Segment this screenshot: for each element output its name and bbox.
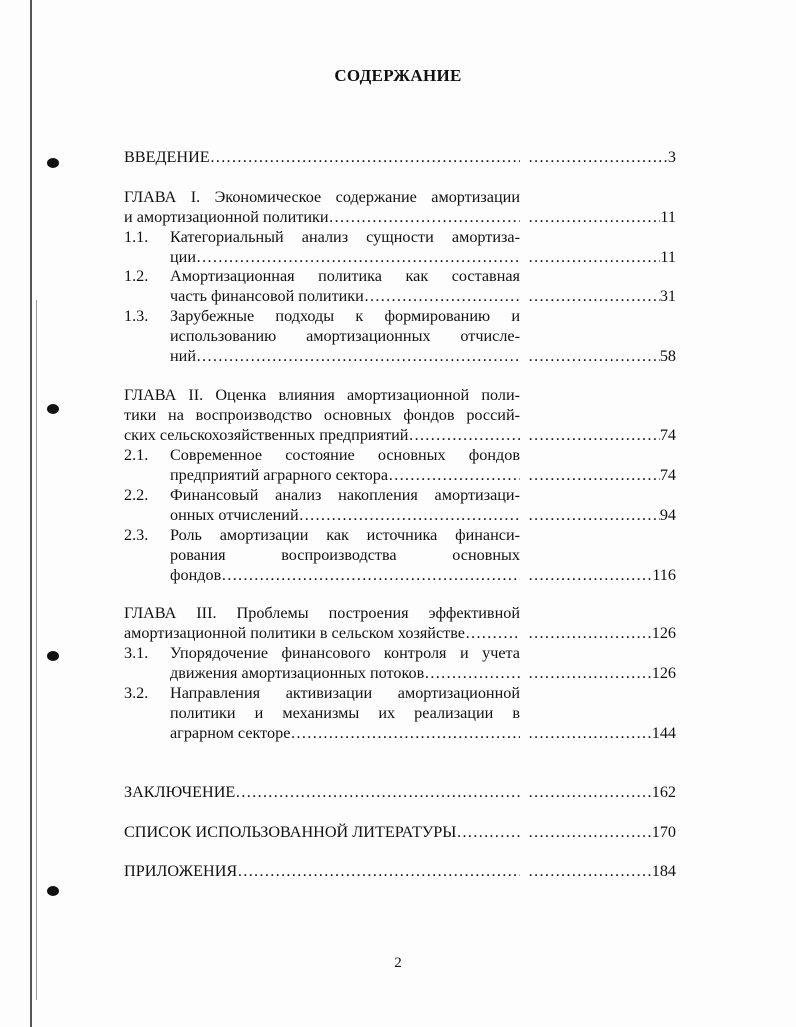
toc-number: 1.3. [124, 307, 149, 325]
toc-number: 2.3. [124, 526, 149, 544]
toc-label: ГЛАВА III. Проблемы построения эффективной [124, 604, 520, 622]
toc-page: 74 [659, 426, 676, 444]
toc-label: Финансовый анализ накопления амортизаци- [170, 486, 520, 504]
toc-number: 2.2. [124, 486, 149, 504]
toc-label: СПИСОК ИСПОЛЬЗОВАННОЙ ЛИТЕРАТУРЫ [124, 823, 457, 841]
toc-label: ний [170, 347, 196, 365]
toc-label: ГЛАВА I. Экономическое содержание амортизации [124, 188, 520, 206]
toc-number: 2.1. [124, 446, 149, 464]
toc-page: 170 [651, 823, 676, 841]
toc-page: 11 [660, 208, 676, 226]
toc-page: 3 [667, 148, 676, 166]
toc-page: 184 [651, 862, 676, 880]
page-number: 2 [394, 955, 402, 971]
toc-label: амортизационной политики в сельском хозяйстве [124, 624, 465, 642]
toc-label: Категориальный анализ сущности амортиза- [170, 228, 520, 246]
binding-hole-mark [47, 886, 59, 896]
toc-label: предприятий аграрного сектора [170, 466, 389, 484]
toc-page: 126 [651, 624, 676, 642]
toc-label: ПРИЛОЖЕНИЯ [124, 862, 238, 880]
toc-number: 3.2. [124, 684, 149, 702]
toc-page: 162 [651, 783, 676, 801]
toc-label: и амортизационной политики [124, 208, 329, 226]
toc-label: Амортизационная политика как составная [170, 267, 520, 285]
toc-label: Зарубежные подходы к формированию и [170, 307, 520, 325]
toc-number: 3.1. [124, 644, 149, 662]
toc-label: ГЛАВА II. Оценка влияния амортизационной поли- [124, 386, 520, 404]
toc-page: 126 [651, 664, 676, 682]
toc-label: тики на воспроизводство основных фондов россий- [124, 406, 520, 424]
toc-label: Упорядочение финансового контроля и учета [170, 644, 520, 662]
toc-label: политики и механизмы их реализации в [170, 704, 520, 722]
toc-label: использованию амортизационных отчисле- [170, 327, 520, 345]
toc-label: фондов [170, 566, 222, 584]
toc-page: 11 [660, 248, 676, 266]
toc-page: 144 [651, 724, 676, 742]
toc-page: 74 [659, 466, 676, 484]
toc-label: рования воспроизводства основных [170, 546, 520, 564]
toc-label: ции [170, 248, 196, 266]
toc-label: ских сельскохозяйственных предприятий [124, 426, 409, 444]
toc-label: Направления активизации амортизационной [170, 684, 520, 702]
toc-page: 58 [659, 347, 676, 365]
toc-label: движения амортизационных потоков [170, 664, 425, 682]
toc-label: Роль амортизации как источника финанси- [170, 526, 520, 544]
toc-label: часть финансовой политики [170, 287, 364, 305]
toc-label: ВВЕДЕНИЕ [124, 148, 210, 166]
toc-label: аграрном секторе [170, 724, 291, 742]
toc-number: 1.2. [124, 267, 149, 285]
toc-label: ЗАКЛЮЧЕНИЕ [124, 783, 236, 801]
toc-label: онных отчислений [170, 506, 299, 524]
toc-number: 1.1. [124, 228, 149, 246]
toc-page: 94 [659, 506, 676, 524]
page-title: СОДЕРЖАНИЕ [334, 66, 462, 85]
toc-label: Современное состояние основных фондов [170, 446, 520, 464]
toc-page: 31 [659, 287, 676, 305]
toc-page: 116 [652, 566, 676, 584]
